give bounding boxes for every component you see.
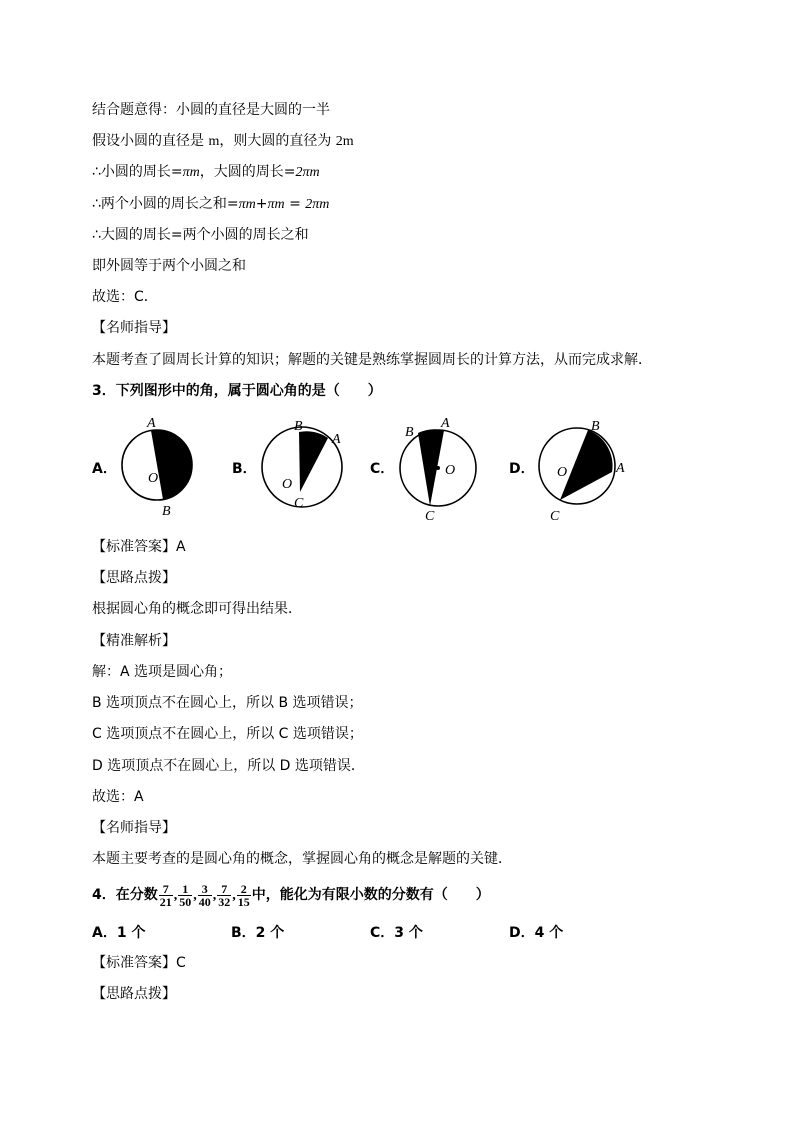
circle-figures-svg — [92, 410, 652, 525]
question-3-title: 3．下列图形中的角，属于圆心角的是（ ） — [92, 383, 382, 399]
fraction: $\frac{7}{21}$ — [159, 881, 172, 909]
teacher-note: 本题主要考查的是圆心角的概念，掌握圆心角的概念是解题的关键． — [92, 851, 512, 867]
section-heading-teacher: 【名师指导】 — [92, 820, 176, 836]
text-fragment: 假设小圆的直径是 — [92, 133, 204, 149]
option-d: D．4 个 — [509, 925, 564, 941]
point-b-label: B — [162, 504, 171, 519]
section-heading-analysis: 【精准解析】 — [92, 633, 176, 649]
math-2pi-m: 2πm — [305, 197, 330, 212]
choice-line: 故选：C． — [92, 289, 158, 305]
point-a-label: A — [147, 416, 156, 431]
text-fragment: ，大圆的周长= — [199, 164, 296, 180]
text-fragment: ，则大圆的直径为 — [219, 133, 332, 149]
answer-line: 【标准答案】A — [92, 539, 186, 555]
math-pi-m: πm — [267, 197, 285, 212]
answer-line: 【标准答案】C — [92, 955, 186, 971]
figure-b — [262, 419, 342, 511]
teacher-note: 本题考查了圆周长计算的知识；解题的关键是熟练掌握圆周长的计算方法，从而完成求解． — [92, 352, 652, 368]
option-b: B．2 个 — [231, 925, 285, 941]
fraction: $\frac{2}{15}$ — [237, 881, 250, 909]
question-4-suffix: 中，能化为有限小数的分数有（ ） — [251, 887, 490, 903]
math-2m: 2m — [335, 134, 354, 149]
analysis-line-2: B 选项顶点不在圆心上，所以 B 选项错误； — [92, 695, 363, 711]
fraction: $\frac{7}{32}$ — [218, 881, 231, 909]
point-c-label: C — [294, 496, 304, 511]
point-b-label: B — [405, 425, 414, 440]
option-a: A．1 个 — [92, 925, 146, 941]
text-line-1: 结合题意得：小圆的直径是大圆的一半 — [92, 102, 330, 118]
section-heading-hint: 【思路点拨】 — [92, 986, 176, 1002]
choice-line: 故选：A — [92, 789, 144, 805]
text-line-5: ∴大圆的周长=两个小圆的周长之和 — [92, 227, 309, 243]
text-line-4 — [92, 194, 329, 215]
point-o-label: O — [148, 471, 159, 486]
point-b-label: B — [294, 419, 303, 434]
point-b-label: B — [591, 419, 600, 434]
text-fragment: ∴小圆的周长= — [92, 164, 183, 180]
text-line-3 — [92, 162, 320, 183]
math-plus: + — [255, 196, 268, 212]
question-4-title: 4．在分数 $\frac{7}{21}$ , $\frac{1}{50}$ , $\frac{3}{40}$ , $\frac{7}{32}$ , $\frac{2}{15}$ 中，能化为有限小数的分数有（ ） — [92, 881, 490, 909]
text-line-2 — [92, 131, 354, 152]
analysis-line-4: D 选项顶点不在圆心上，所以 D 选项错误． — [92, 758, 365, 774]
figure-c — [400, 416, 476, 524]
option-b-label: B． — [232, 461, 257, 477]
section-heading-teacher: 【名师指导】 — [92, 320, 176, 336]
point-a-label: A — [332, 432, 341, 447]
hint-text: 根据圆心角的概念即可得出结果． — [92, 601, 302, 617]
text-fragment: ∴两个小圆的周长之和= — [92, 196, 239, 212]
fraction: $\frac{1}{50}$ — [179, 881, 192, 909]
option-c: C．3 个 — [370, 925, 423, 941]
analysis-line-3: C 选项顶点不在圆心上，所以 C 选项错误； — [92, 726, 363, 742]
question-3-figures — [92, 410, 652, 525]
question-4-prefix: 4．在分数 — [92, 887, 158, 903]
math-pi-m: πm — [182, 165, 200, 180]
option-d-label: D． — [509, 461, 535, 477]
math-2pi-m: 2πm — [295, 165, 320, 180]
point-o-label: O — [445, 463, 456, 478]
point-o-label: O — [557, 465, 568, 480]
option-c-label: C． — [370, 461, 395, 477]
fraction: $\frac{3}{40}$ — [198, 881, 211, 909]
point-o-label: O — [282, 477, 293, 492]
figure-a — [122, 416, 192, 519]
analysis-line-1: 解：A 选项是圆心角； — [92, 664, 233, 680]
text-line-6: 即外圆等于两个小圆之和 — [92, 258, 246, 274]
point-c-label: C — [425, 509, 435, 524]
option-a-label: A． — [92, 461, 117, 477]
section-heading-hint: 【思路点拨】 — [92, 570, 176, 586]
point-a-label: A — [441, 416, 450, 431]
math-m: m — [208, 134, 220, 149]
point-c-label: C — [550, 509, 560, 524]
math-pi-m: πm — [238, 197, 256, 212]
figure-d — [539, 419, 625, 524]
point-a-label: A — [616, 461, 625, 476]
math-equals: = — [289, 196, 301, 212]
